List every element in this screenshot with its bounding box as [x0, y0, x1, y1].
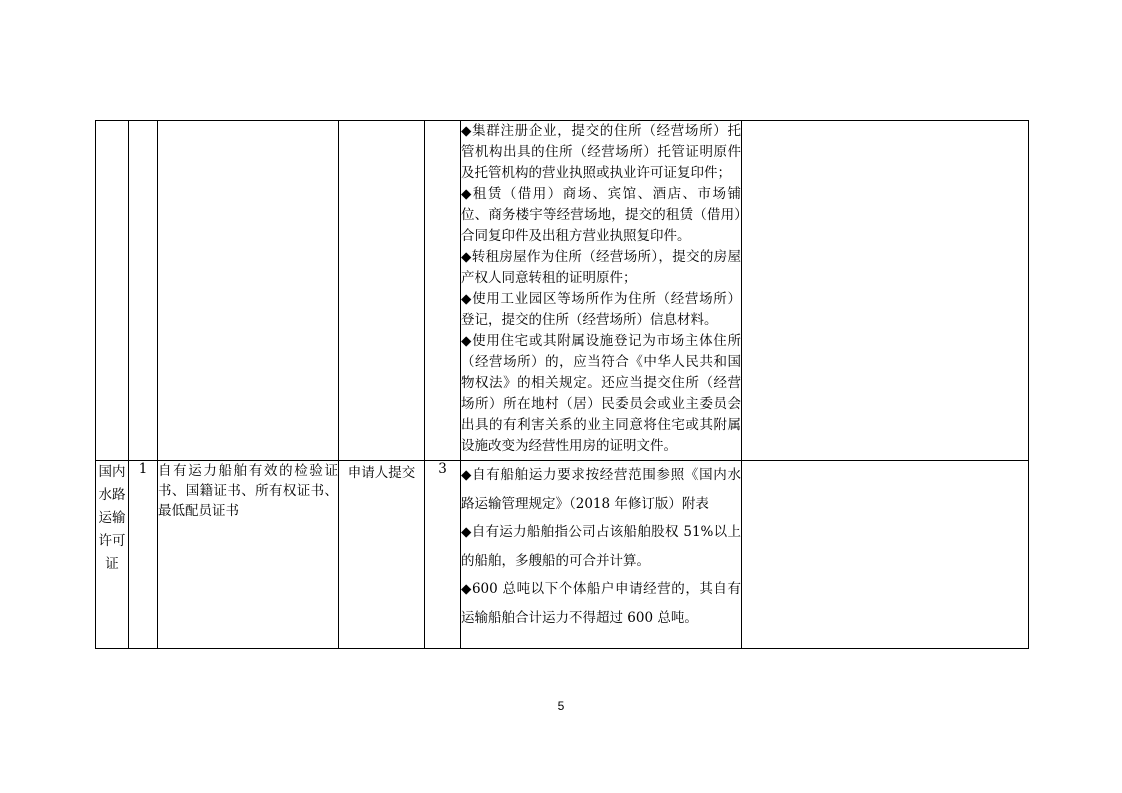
page-number: 5: [557, 699, 565, 713]
requirement-item: ◆集群注册企业，提交的住所（经营场所）托管机构出具的住所（经营场所）托管证明原件及托管机构的营业执照或执业许可证复印件；: [461, 123, 741, 181]
requirements-cell: [461, 121, 742, 461]
notes-cell: [742, 121, 1029, 461]
material-cell: [158, 121, 339, 461]
requirements-cell: [461, 461, 742, 649]
requirement-item: ◆租赁（借用）商场、宾馆、酒店、市场铺位、商务楼宇等经营场地，提交的租赁（借用）合同复印件及出租方营业执照复印件。: [461, 186, 741, 244]
requirement-item: ◆转租房屋作为住所（经营场所），提交的房屋产权人同意转租的证明原件；: [461, 249, 741, 286]
category-cell: [96, 121, 129, 461]
table-row: [96, 461, 1029, 649]
source-cell: [339, 121, 425, 461]
table-row: [96, 121, 1029, 461]
requirement-item: ◆使用工业园区等场所作为住所（经营场所）登记，提交的住所（经营场所）信息材料。: [461, 291, 741, 328]
requirement-item: ◆600 总吨以下个体船户申请经营的，其自有运输船舶合计运力不得超过 600 总吨。: [461, 581, 741, 626]
requirements-table: [95, 120, 1029, 649]
requirement-item: ◆使用住宅或其附属设施登记为市场主体住所（经营场所）的，应当符合《中华人民共和国物权法》的相关规定。还应当提交住所（经营场所）所在地村（居）民委员会或业主委员会出具的有利害关系的业主同意将住宅或其附属设施改变为经营性用房的证明文件。: [461, 333, 741, 454]
material-cell: 自有运力船舶有效的检验证书、国籍证书、所有权证书、最低配员证书: [158, 461, 339, 649]
count-cell: [425, 121, 461, 461]
number-cell: [129, 121, 158, 461]
count-cell: 3: [425, 461, 461, 649]
requirement-item: ◆自有船舶运力要求按经营范围参照《国内水路运输管理规定》（2018 年修订版）附表: [461, 467, 741, 512]
category-cell: 国内水路运输许可证: [96, 461, 129, 649]
source-cell: 申请人提交: [339, 461, 425, 649]
notes-cell: [742, 461, 1029, 649]
requirement-item: ◆自有运力船舶指公司占该船舶股权 51%以上的船舶，多艘船的可合并计算。: [461, 524, 741, 569]
number-cell: 1: [129, 461, 158, 649]
